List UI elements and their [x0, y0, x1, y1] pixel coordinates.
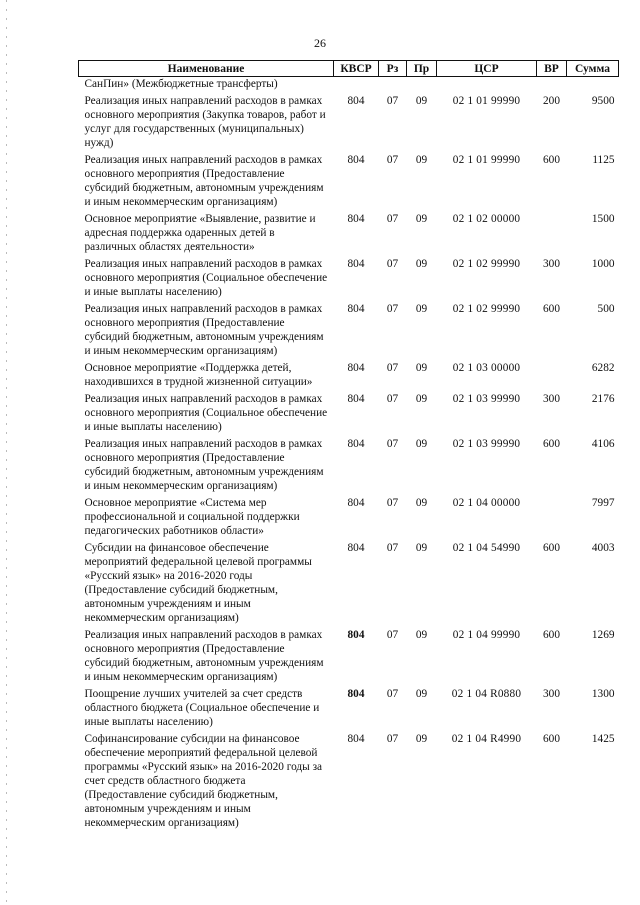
- table-row: [79, 391, 619, 436]
- row-vr: 600: [543, 733, 560, 745]
- header-kvsr: КВСР: [334, 61, 379, 77]
- row-rz: 07: [386, 497, 399, 509]
- table-row: [79, 256, 619, 301]
- row-sum: 7997: [591, 497, 615, 509]
- table-row: [79, 360, 619, 391]
- row-csr: 02 1 01 99990: [452, 95, 521, 107]
- row-pr: 09: [415, 438, 428, 450]
- continuation-text: СанПин» (Межбюджетные трансферты): [84, 78, 278, 90]
- row-vr: [537, 211, 567, 256]
- header-pr: Пр: [407, 61, 437, 77]
- row-vr: 300: [543, 258, 560, 270]
- row-name: Реализация иных направлений расходов в рамках основного мероприятия (Предоставление субсидий бюджетным, автономным учреждениям и иным некоммерческим организациям): [84, 629, 324, 683]
- row-pr: 09: [415, 362, 428, 374]
- row-rz: 07: [386, 438, 399, 450]
- row-vr: 300: [543, 393, 560, 405]
- header-sum: Сумма: [567, 61, 619, 77]
- row-sum: 2176: [591, 393, 615, 405]
- row-csr: 02 1 04 R4990: [451, 733, 522, 745]
- row-kvsr: 804: [347, 438, 365, 450]
- row-csr: 02 1 03 00000: [452, 362, 521, 374]
- row-sum: 1125: [592, 154, 615, 166]
- row-rz: 07: [386, 95, 399, 107]
- row-sum: 9500: [591, 95, 615, 107]
- row-vr: 600: [543, 629, 560, 641]
- row-vr: 600: [543, 438, 560, 450]
- row-kvsr: 804: [347, 258, 365, 270]
- table-row: [79, 152, 619, 211]
- row-rz: 07: [386, 213, 399, 225]
- row-pr: 09: [415, 688, 428, 700]
- row-name: Основное мероприятие «Система мер профессиональной и социальной поддержки педагогических работников области»: [84, 497, 300, 537]
- row-name: Реализация иных направлений расходов в рамках основного мероприятия (Предоставление субсидий бюджетным, автономным учреждениям и иным некоммерческим организациям): [84, 154, 324, 208]
- table-row: [79, 627, 619, 686]
- row-pr: 09: [415, 213, 428, 225]
- table-header-row: [79, 61, 619, 77]
- row-name: Реализация иных направлений расходов в рамках основного мероприятия (Предоставление субсидий бюджетным, автономным учреждениям и иным некоммерческим организациям): [84, 303, 324, 357]
- row-csr: 02 1 02 99990: [452, 303, 521, 315]
- row-name: Основное мероприятие «Поддержка детей, находившихся в трудной жизненной ситуации»: [84, 362, 313, 388]
- row-rz: 07: [386, 393, 399, 405]
- row-name: Субсидии на финансовое обеспечение мероприятий федеральной целевой программы «Русский язык» на 2016-2020 годы (Предоставление субсидий бюджетным, автономным учреждениям и иным некоммерческим организациям): [84, 542, 312, 624]
- row-csr: 02 1 04 54990: [452, 542, 521, 554]
- row-kvsr: 804: [347, 154, 365, 166]
- row-vr: 600: [543, 542, 560, 554]
- table-row: [79, 301, 619, 360]
- row-sum: 1300: [591, 688, 615, 700]
- row-pr: 09: [415, 154, 428, 166]
- row-pr: 09: [415, 629, 428, 641]
- row-rz: 07: [386, 542, 399, 554]
- table-row: [79, 211, 619, 256]
- row-vr: 600: [543, 303, 560, 315]
- row-pr: 09: [415, 542, 428, 554]
- row-sum: 500: [597, 303, 615, 315]
- page-number: 26: [314, 36, 326, 50]
- row-rz: 07: [386, 733, 399, 745]
- row-kvsr: 804: [347, 362, 365, 374]
- row-name: Основное мероприятие «Выявление, развитие и адресная поддержка одаренных детей в различных областях деятельности»: [84, 213, 316, 253]
- row-name: Реализация иных направлений расходов в рамках основного мероприятия (Социальное обеспечение и иные выплаты населению): [84, 258, 328, 298]
- row-sum: 4106: [591, 438, 615, 450]
- row-csr: 02 1 04 R0880: [451, 688, 522, 700]
- row-rz: 07: [386, 154, 399, 166]
- row-name: Реализация иных направлений расходов в рамках основного мероприятия (Предоставление субсидий бюджетным, автономным учреждениям и иным некоммерческим организациям): [84, 438, 324, 492]
- scan-edge-mark: [6, 0, 7, 905]
- table-row: [79, 540, 619, 627]
- row-sum: 1425: [591, 733, 615, 745]
- row-vr: [537, 495, 567, 540]
- row-sum: 1500: [591, 213, 615, 225]
- row-csr: 02 1 04 99990: [452, 629, 521, 641]
- row-csr: 02 1 02 99990: [452, 258, 521, 270]
- row-kvsr: 804: [347, 497, 365, 509]
- table-row: [79, 686, 619, 731]
- table-row-continuation: [79, 77, 619, 94]
- row-pr: 09: [415, 95, 428, 107]
- row-vr: 300: [543, 688, 560, 700]
- table-row: [79, 93, 619, 152]
- row-sum: 4003: [591, 542, 615, 554]
- table-row: [79, 495, 619, 540]
- header-name: Наименование: [79, 61, 334, 77]
- row-pr: 09: [415, 258, 428, 270]
- row-rz: 07: [386, 303, 399, 315]
- header-csr: ЦСР: [437, 61, 537, 77]
- row-sum: 1269: [591, 629, 615, 641]
- row-kvsr: 804: [347, 688, 365, 700]
- row-csr: 02 1 04 00000: [452, 497, 521, 509]
- row-kvsr: 804: [347, 213, 365, 225]
- header-rz: Рз: [379, 61, 407, 77]
- row-name: Реализация иных направлений расходов в рамках основного мероприятия (Социальное обеспечение и иные выплаты населению): [84, 393, 328, 433]
- row-csr: 02 1 02 00000: [452, 213, 521, 225]
- budget-table: [78, 60, 619, 832]
- row-name: Софинансирование субсидии на финансовое обеспечение мероприятий федеральной целевой программы «Русский язык» на 2016-2020 годы за счет средств областного бюджета (Предоставление субсидий бюджетным, автономным учреждениям и иным некоммерческим организациям): [84, 733, 323, 829]
- row-vr: [537, 360, 567, 391]
- row-kvsr: 804: [347, 733, 365, 745]
- header-vr: ВР: [537, 61, 567, 77]
- row-rz: 07: [386, 688, 399, 700]
- row-kvsr: 804: [347, 542, 365, 554]
- row-kvsr: 804: [347, 303, 365, 315]
- row-kvsr: 804: [347, 629, 365, 641]
- row-kvsr: 804: [347, 393, 365, 405]
- table-row: [79, 731, 619, 832]
- row-vr: 600: [543, 154, 560, 166]
- row-sum: 1000: [591, 258, 615, 270]
- row-csr: 02 1 01 99990: [452, 154, 521, 166]
- row-pr: 09: [415, 303, 428, 315]
- row-pr: 09: [415, 393, 428, 405]
- row-kvsr: 804: [347, 95, 365, 107]
- row-csr: 02 1 03 99990: [452, 438, 521, 450]
- row-csr: 02 1 03 99990: [452, 393, 521, 405]
- row-rz: 07: [386, 258, 399, 270]
- table-row: [79, 436, 619, 495]
- row-pr: 09: [415, 733, 428, 745]
- row-rz: 07: [386, 629, 399, 641]
- row-vr: 200: [543, 95, 560, 107]
- row-name: Поощрение лучших учителей за счет средств областного бюджета (Социальное обеспечение и иные выплаты населению): [84, 688, 320, 728]
- row-rz: 07: [386, 362, 399, 374]
- row-name: Реализация иных направлений расходов в рамках основного мероприятия (Закупка товаров, работ и услуг для государственных (муниципальных) нужд): [84, 95, 326, 149]
- row-sum: 6282: [591, 362, 615, 374]
- row-pr: 09: [415, 497, 428, 509]
